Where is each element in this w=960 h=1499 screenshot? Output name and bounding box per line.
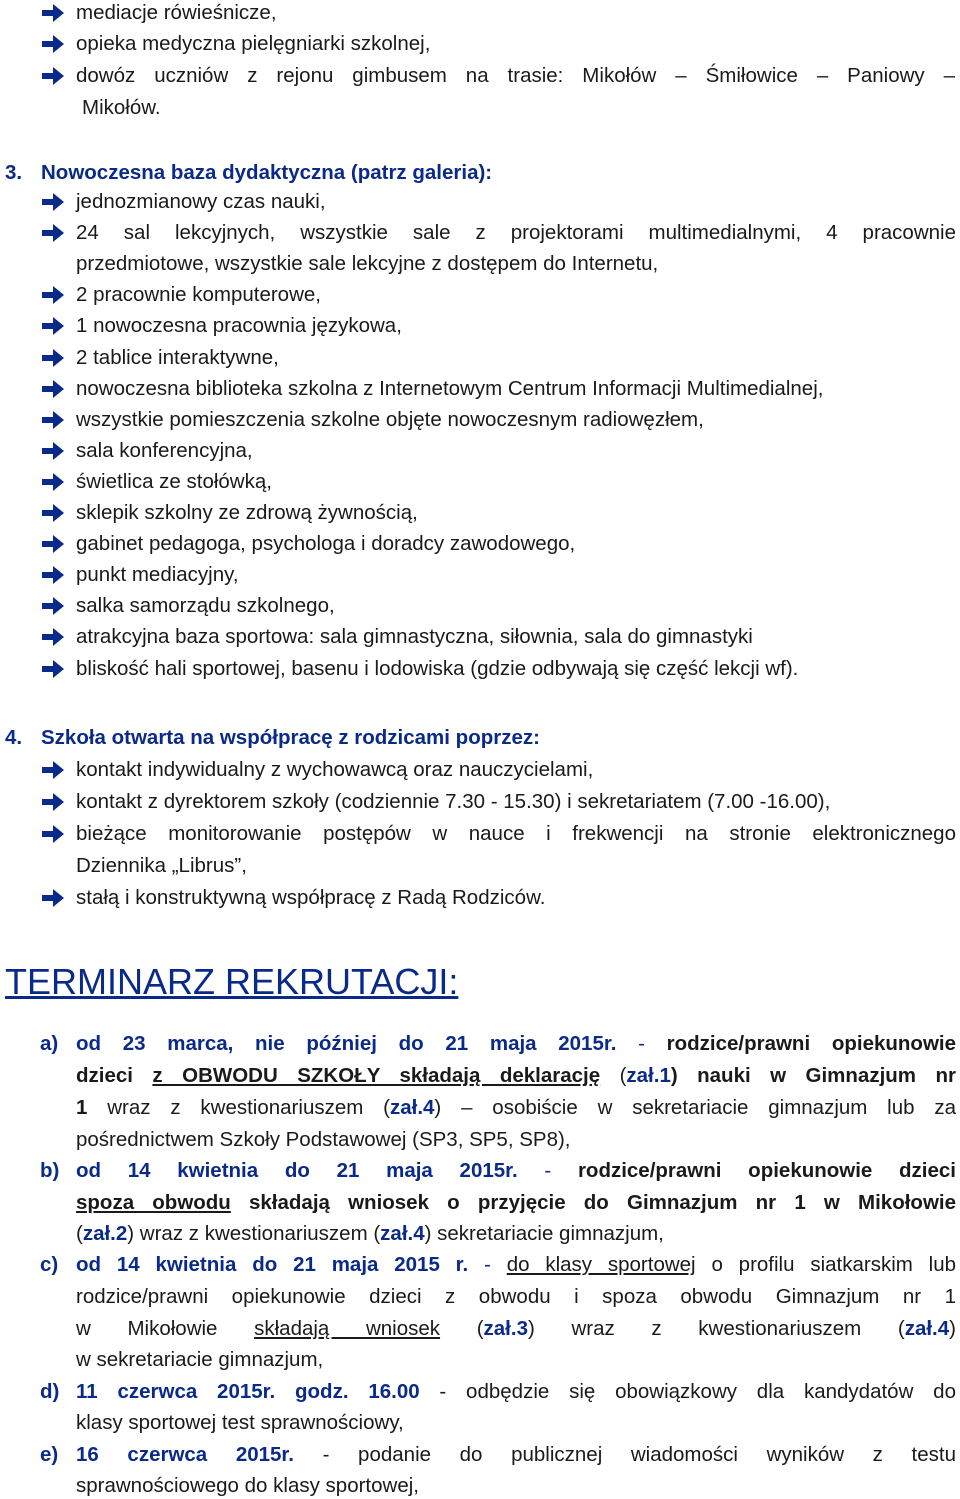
arrow-right-icon xyxy=(40,470,66,494)
arrow-right-icon xyxy=(40,439,66,463)
arrow-right-icon xyxy=(40,657,66,681)
arrow-right-icon xyxy=(40,221,66,245)
arrow-right-icon xyxy=(40,532,66,556)
arrow-right-icon xyxy=(40,563,66,587)
recruitment-schedule-heading: TERMINARZ REKRUTACJI: xyxy=(5,961,459,1002)
arrow-right-icon xyxy=(40,377,66,401)
arrow-right-icon xyxy=(40,346,66,370)
arrow-right-icon xyxy=(40,790,66,814)
arrow-right-icon xyxy=(40,283,66,307)
arrow-right-icon xyxy=(40,314,66,338)
arrow-right-icon xyxy=(40,1,66,25)
arrow-right-icon xyxy=(40,886,66,910)
arrow-right-icon xyxy=(40,408,66,432)
arrow-right-icon xyxy=(40,64,66,88)
arrow-right-icon xyxy=(40,594,66,618)
arrow-right-icon xyxy=(40,32,66,56)
arrow-right-icon xyxy=(40,822,66,846)
arrow-right-icon xyxy=(40,501,66,525)
arrow-right-icon xyxy=(40,190,66,214)
arrow-right-icon xyxy=(40,625,66,649)
arrow-right-icon xyxy=(40,758,66,782)
